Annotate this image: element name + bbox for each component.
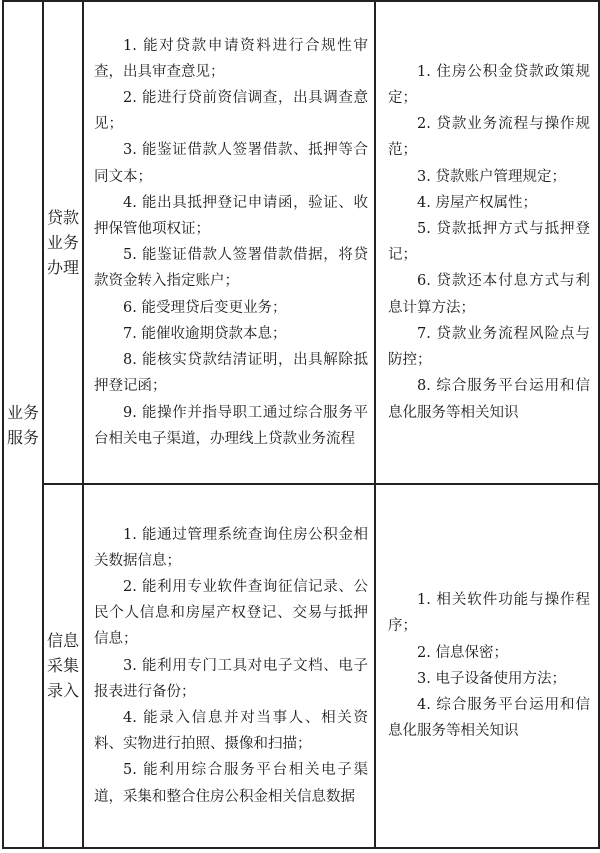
- skill-item: 5. 能鉴证借款人签署借款借据，将贷款资金转入指定账户；: [94, 247, 368, 290]
- category-cell: [3, 1, 43, 848]
- skill-item: 1. 能通过管理系统查询住房公积金相关数据信息；: [94, 526, 368, 569]
- knowledge-cell-info: [375, 484, 599, 848]
- skills-cell-info: [83, 484, 375, 848]
- knowledge-item: 8. 综合服务平台运用和信息化服务等相关知识: [388, 378, 590, 421]
- knowledge-item: 1. 相关软件功能与操作程序；: [388, 592, 590, 635]
- skill-item: 4. 能出具抵押登记申请函，验证、收押保管他项权证；: [94, 194, 368, 238]
- knowledge-item: 1. 住房公积金贷款政策规定；: [388, 63, 590, 107]
- skill-item: 3. 能利用专门工具对电子文档、电子报表进行备份；: [94, 657, 368, 700]
- skill-item: 3. 能鉴证借款人签署借款、抵押等合同文本；: [94, 142, 368, 185]
- knowledge-cell-loan: [375, 1, 599, 484]
- function-cell-loan: [43, 1, 83, 484]
- knowledge-item: 6. 贷款还本付息方式与利息计算方法；: [388, 273, 590, 316]
- table-row-loan: [3, 1, 599, 484]
- table-row-info: [3, 484, 599, 848]
- skill-item: 6. 能受理贷后变更业务；: [123, 299, 287, 316]
- knowledge-item: 7. 贷款业务流程风险点与防控；: [388, 325, 590, 369]
- skill-item: 9. 能操作并指导职工通过综合服务平台相关电子渠道，办理线上贷款业务流程: [94, 404, 368, 447]
- category-label: 业务服务: [6, 402, 39, 447]
- skills-cell-loan: [83, 1, 375, 484]
- skill-item: 5. 能利用综合服务平台相关电子渠道，采集和整合住房公积金相关信息数据: [94, 762, 368, 805]
- function-cell-info: [43, 484, 83, 848]
- knowledge-item: 3. 电子设备使用方法；: [417, 670, 566, 687]
- knowledge-item: 3. 贷款账户管理规定；: [417, 168, 566, 185]
- knowledge-item: 4. 综合服务平台运用和信息化服务等相关知识: [388, 696, 590, 740]
- skill-item: 2. 能进行贷前资信调查，出具调查意见；: [94, 90, 368, 133]
- skill-item: 2. 能利用专业软件查询征信记录、公民个人信息和房屋产权登记、交易与抵押信息；: [94, 579, 368, 648]
- knowledge-item: 5. 贷款抵押方式与抵押登记；: [388, 221, 590, 264]
- skill-item: 1. 能对贷款申请资料进行合规性审查，出具审查意见；: [94, 37, 368, 80]
- skill-requirements-table: [2, 0, 600, 849]
- knowledge-item: 2. 贷款业务流程与操作规范；: [388, 116, 590, 159]
- function-label-loan: 贷款业务办理: [46, 207, 79, 277]
- skill-item: 7. 能催收逾期贷款本息；: [123, 325, 287, 342]
- knowledge-item: 2. 信息保密；: [417, 644, 508, 661]
- skill-item: 4. 能录入信息并对当事人、相关资料、实物进行拍照、摄像和扫描；: [94, 710, 368, 753]
- knowledge-item: 4. 房屋产权属性；: [417, 194, 537, 211]
- function-label-info: 信息采集录入: [46, 631, 79, 701]
- skill-item: 8. 能核实贷款结清证明，出具解除抵押登记函；: [94, 352, 368, 395]
